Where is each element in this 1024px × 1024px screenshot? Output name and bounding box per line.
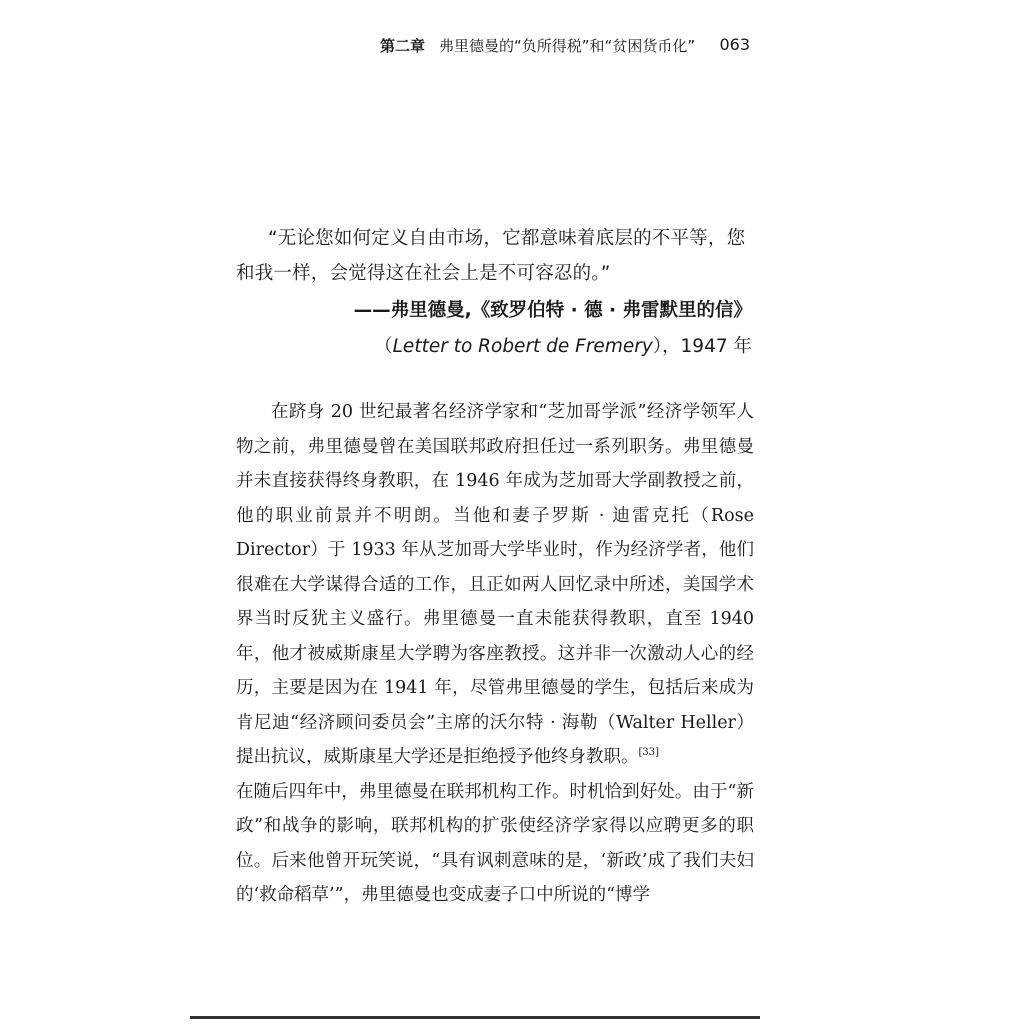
source-english-title: Letter to Robert de Fremery xyxy=(392,336,653,357)
source-close: ），1947 年 xyxy=(652,336,752,357)
epigraph-source xyxy=(374,332,752,358)
epigraph-line-2: 和我一样，会觉得这在社会上是不可容忍的。” xyxy=(236,263,611,284)
paragraph-2-text: 在随后四年中，弗里德曼在联邦机构工作。时机恰到好处。由于“新政”和战争的影响，联邦机构的扩张使经济学家得以应聘更多的职位。后来他曾开玩笑说，“具有讽刺意味的是，‘新政’成了我们夫妇的‘救命稻草’”，弗里德曼也变成妻子口中所说的“博学 xyxy=(236,781,754,905)
page-bottom-rule xyxy=(190,1016,760,1019)
body-text xyxy=(236,395,754,913)
footnote-ref: [33] xyxy=(638,747,660,758)
running-header xyxy=(380,35,750,59)
paragraph-1 xyxy=(236,395,754,775)
source-open: （ xyxy=(374,336,393,357)
paragraph-2 xyxy=(236,775,754,913)
chapter-label: 第二章 xyxy=(380,37,426,55)
chapter-title: 弗里德曼的“负所得税”和“贫困货币化” xyxy=(439,37,696,55)
page-number: 063 xyxy=(719,35,750,54)
paragraph-1-text: 在跻身 20 世纪最著名经济学家和“芝加哥学派”经济学领军人物之前，弗里德曼曾在美国联邦政府担任过一系列职务。弗里德曼并未直接获得终身教职，在 1946 年成为芝加哥大学副教授之前，他的职业前景并不明朗。当他和妻子罗斯 · 迪雷克托（Rose Director）于 1933 年从芝加哥大学毕业时，作为经济学者，他们很难在大学谋得合适的工作，且正如两人回忆录中所述，美国学术界当时反犹主义盛行。弗里德曼一直未能获得教职，直至 1940 年，他才被威斯康星大学聘为客座教授。这并非一次激动人心的经历，主要是因为在 1941 年，尽管弗里德曼的学生，包括后来成为肯尼迪“经济顾问委员会”主席的沃尔特 · 海勒（Walter Heller）提出抗议，威斯康星大学还是拒绝授予他终身教职。 xyxy=(236,402,754,767)
epigraph-line-1: “无论您如何定义自由市场，它都意味着底层的不平等，您 xyxy=(268,228,746,249)
epigraph-attribution: ——弗里德曼,《致罗伯特 · 德 · 弗雷默里的信》 xyxy=(353,300,752,321)
